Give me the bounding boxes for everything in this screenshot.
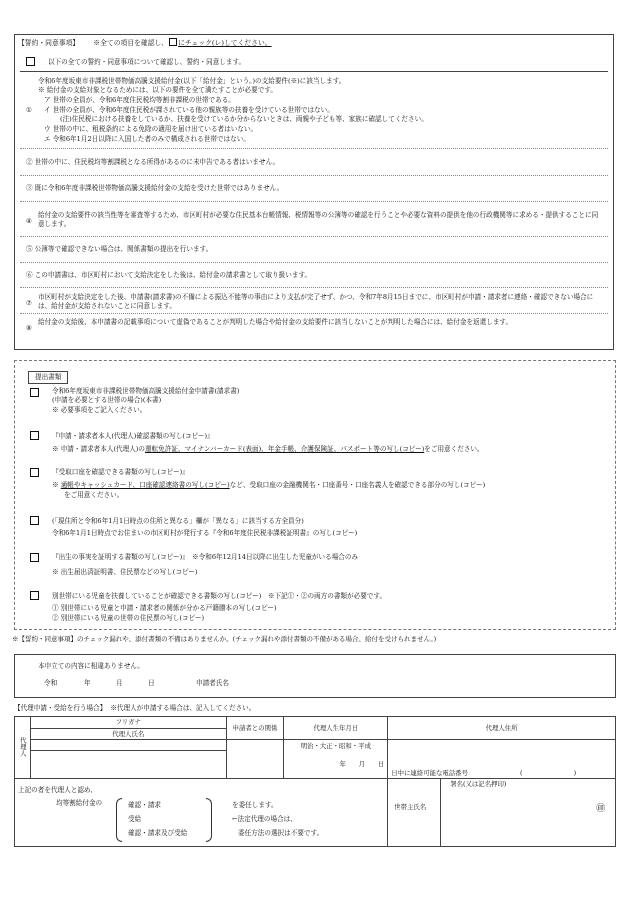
item-1-b: イ 世帯の全員が、令和6年度住民税が課されている他の親族等の扶養を受けている世帯ではない。 [44, 106, 334, 114]
divider [20, 262, 608, 263]
applicant-name-label: 申請者氏名 [196, 679, 229, 687]
left-brace-icon [116, 798, 122, 842]
doc-2-checkbox[interactable] [30, 431, 39, 440]
householder-cell [388, 779, 616, 847]
doc-5-title: 『出生の事実を証明する書類の写し(コピー)』 ※令和6年12月14日以降に出生した児童がいる場合のみ [52, 553, 359, 561]
legal-agent-note-2: 委任方法の選択は不要です。 [238, 829, 324, 837]
item-7-number: ⑦ [26, 299, 32, 307]
sign-label: 署名(又は記名押印) [450, 780, 507, 789]
benefit-label: 均等割給付金の [56, 799, 103, 807]
agree-all-checkbox[interactable] [26, 57, 35, 66]
doc-2-note: ※ 申請・請求者本人(代理人)の運転免許証、マイナンバーカード(表面)、年金手帳、介護保険証、パスポート等の写し(コピー)をご用意ください。 [52, 445, 484, 453]
option-receive[interactable]: 受給 [128, 815, 142, 823]
doc-1-title: 令和6年度坂東市非課税世帯物価高騰支援給付金申請書(請求書) [52, 387, 240, 395]
doc-6-title: 別世帯にいる児童を扶養していることが確認できる書類の写し(コピー) ※下記①・②の両方の書類が必要です。 [52, 592, 387, 600]
item-1-number: ① [26, 106, 32, 114]
item-1-d: エ 令和6年1月2日以降に入国した者のみで構成される世帯ではない。 [44, 135, 250, 143]
phone-label: 日中に連絡可能な電話番号 [391, 768, 468, 777]
seal-icon: ㊞ [596, 804, 606, 815]
item-6: ⑥ この申請書は、市区町村において支給決定をした後は、給付金の請求書として取り扱います。 [26, 271, 312, 279]
doc-1-note: ※ 必要事項をご記入ください。 [52, 406, 147, 414]
doc-6-item-1: ① 別世帯にいる児童と申請・請求者の関係が分かる戸籍謄本の写し(コピー) [52, 604, 277, 612]
entrust-text: を委任します。 [232, 801, 278, 809]
address-field[interactable] [388, 740, 616, 779]
doc-4-note: 令和6年1月1日時点でお住まいの市区町村が発行する『令和6年度住民税非課税証明書』の写し(コピー) [52, 529, 358, 537]
doc-4-checkbox[interactable] [30, 516, 39, 525]
divider [20, 148, 608, 149]
doc-3-checkbox[interactable] [30, 468, 39, 477]
item-8-number: ⑧ [26, 324, 32, 332]
doc-5-checkbox[interactable] [30, 553, 39, 562]
doc-3-note-2: をご用意ください。 [64, 491, 124, 499]
item-1-b-note: (注)住民税における扶養をしているか、扶養を受けているか分からないときは、両親や子ども等、家族に確認してください。 [60, 115, 428, 123]
address-header: 代理人住所 [388, 717, 616, 740]
phone-field[interactable]: ( ) [519, 768, 577, 777]
divider [20, 71, 608, 72]
agree-all-label: 以下の全ての誓約・同意事項について確認し、誓約・同意します。 [48, 58, 246, 66]
doc-6-checkbox[interactable] [30, 591, 39, 600]
householder-label: 世帯主氏名 [394, 803, 427, 812]
birth-eras: 明治・大正・昭和・平成 [300, 742, 371, 751]
householder-divider [440, 779, 441, 847]
birth-ymd: 年 月 日 [339, 759, 385, 768]
documents-title: 提出書類 [28, 371, 68, 384]
divider [20, 201, 608, 202]
agent-name-field[interactable] [30, 751, 226, 779]
relation-field[interactable] [226, 740, 284, 779]
doc-3-note: ※ 通帳やキャッシュカード、口座確認連絡書の写し(コピー)など、受取口座の金融機関名・口座番号・口座名義人を確認できる部分の写し(コピー) [52, 481, 486, 489]
item-4-number: ④ [26, 217, 32, 225]
relation-header: 申請者との関係 [226, 717, 284, 740]
instruction-text: ※全ての項目を確認し、 にチェック(レ)してください。 [93, 39, 272, 47]
doc-3-title: 『受取口座を確認できる書類の写し(コピー)』 [52, 468, 189, 476]
legal-agent-note: ←法定代理の場合は、 [232, 815, 297, 823]
item-8: 給付金の支給後、本申請書の記載事項について虚偽であることが判明した場合や給付金の支給要件に該当しないことが判明した場合には、給付金を返還します。 [38, 318, 513, 326]
item-2: ② 世帯の中に、住民税均等割課税となる所得があるのに未申告である者はいません。 [26, 158, 280, 166]
right-brace-icon [206, 798, 212, 842]
section-title-text: 【誓約・同意事項】 [18, 39, 80, 47]
item-1-head: 令和6年度坂東市非課税世帯物価高騰支援給付金(以下「給付金」という。)の支給要件(※)に該当します。 [38, 77, 346, 85]
warning-text: ※【誓約・同意事項】のチェック漏れや、添付書類の不備はありませんか。(チェック漏れや添付書類の不備がある場合、給付を受けられません。) [12, 635, 437, 643]
consent-text: 本申立ての内容に相違ありません。 [38, 662, 144, 670]
item-1-c: ウ 世帯の中に、租税条約による免除の適用を届け出ている者はいない。 [44, 125, 258, 133]
agent-name-header: 代理人氏名 [30, 728, 226, 740]
divider [20, 287, 608, 288]
birth-field[interactable] [284, 740, 388, 779]
doc-4-title: (「現住所と令和6年1月1日時点の住所と異なる」欄が「異なる」に該当する方全員分) [52, 517, 304, 525]
item-3: ③ 既に令和6年度非課税世帯物価高騰支援給付金の支給を受けた世帯ではありません。 [26, 184, 284, 192]
householder-name-field[interactable] [444, 791, 594, 841]
item-4: 給付金の支給要件の該当性等を審査等するため、市区町村が必要な住民基本台帳情報、税情報等の公簿等の確認を行うことや必要な資料の提供を他の行政機関等に求める・提供することに同意します。 [38, 211, 599, 228]
item-5: ⑤ 公簿等で確認できない場合は、関係書類の提出を行います。 [26, 245, 213, 253]
item-7: 市区町村が支給決定をした後、申請書(請求書)の不備による振込不能等の事由により支払が完了せず、かつ、令和7年8月15日までに、市区町村が申請・請求者に連絡・確認できない場合には、給付金が支給されないことに同意します。 [38, 293, 594, 310]
item-1-note: ※ 給付金の支給対象となるためには、以下の要件を全て満たすことが必要です。 [38, 86, 277, 94]
birth-header: 代理人生年月日 [284, 717, 388, 740]
delegate-intro: 上記の者を代理人と認め、 [18, 786, 97, 794]
doc-1-checkbox[interactable] [30, 388, 39, 397]
doc-5-note: ※ 出生届出済証明書、住民票などの写し(コピー) [52, 568, 198, 576]
furigana-header: フリガナ [30, 717, 226, 729]
agent-title: 【代理申請・受給を行う場合】 ※代理人が申請する場合は、記入してください。 [14, 704, 256, 712]
divider [20, 236, 608, 237]
divider [20, 313, 608, 314]
doc-6-item-2: ② 別世帯にいる児童の世帯の住民票の写し(コピー) [52, 614, 205, 622]
agent-table [14, 716, 616, 847]
consent-era: 令和 [44, 679, 58, 687]
consent-month: 月 [116, 679, 123, 687]
doc-1-sub: (申請を必要とする世帯の場合)(本書) [52, 396, 162, 404]
consent-day: 日 [148, 679, 155, 687]
agent-side-label: 代理人 [15, 717, 31, 779]
option-confirm-request-receive[interactable]: 確認・請求及び受給 [128, 829, 188, 837]
item-1-a: ア 世帯の全員が、令和6年度住民税均等割非課税の世帯である。 [44, 96, 235, 104]
furigana-field[interactable] [30, 740, 226, 751]
consent-year: 年 [84, 679, 91, 687]
divider [20, 175, 608, 176]
applicant-name-field[interactable] [240, 676, 440, 688]
option-confirm-request[interactable]: 確認・請求 [128, 801, 161, 809]
doc-2-title: 『申請・請求者本人(代理人)確認書類の写し(コピー)』 [52, 432, 214, 440]
